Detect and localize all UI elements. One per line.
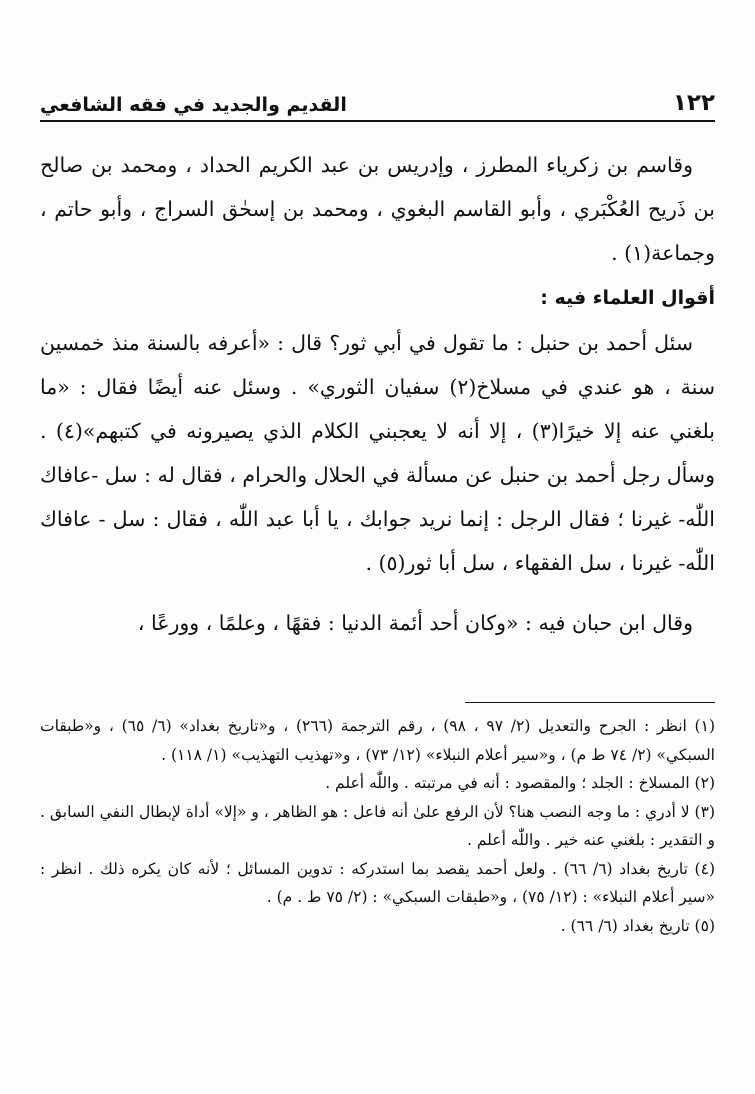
paragraph-ahmad-quotes: سئل أحمد بن حنبل : ما تقول في أبي ثور؟ قال : «أعرفه بالسنة منذ خمسين سنة ، هو عندي في مسلاخ(٢) سفيان الثوري» . وسئل عنه أيضًا فقال : «ما بلغني عنه إلا خيرًا(٣) ، إلا أنه لا يعجبني الكلام الذي يصيرونه في كتبهم»(٤) . وسأل رجل أحمد بن حنبل عن مسألة في الحلال والحرام ، فقال له : سل -عافاك اللّٰه- غيرنا ؛ فقال الرجل : إنما نريد جوابك ، يا أبا عبد اللّٰه ، فقال : سل - عافاك اللّٰه- غيرنا ، سل الفقهاء ، سل أبا ثور(٥) .: [40, 331, 716, 575]
paragraph-ibn-hibban: وقال ابن حبان فيه : «وكان أحد أئمة الدنيا : فقهًا ، وعلمًا ، وورعًا ،: [137, 611, 693, 635]
footnotes: [40, 712, 715, 940]
running-title: القديم والجديد في فقه الشافعي: [40, 94, 347, 116]
footnote-5: (٥) تاريخ بغداد (٦/ ٦٦) .: [560, 916, 715, 935]
footnote-2: (٢) المسلاخ : الجلد ؛ والمقصود : أنه في مرتبته . واللّٰه أعلم .: [325, 774, 715, 792]
footnote-1: (١) انظر : الجرح والتعديل (٢/ ٩٧ ، ٩٨) ، رقم الترجمة (٢٦٦) ، و«تاريخ بغداد» (٦/ ٦٥) ، و«طبقات السبكي» (٢/ ٧٤ ط م) ، و«سير أعلام النبلاء» (١٢/ ٧٣) ، و«تهذيب التهذيب» (١/ ١١٨) .: [40, 717, 715, 764]
section-heading: أقوال العلماء فيه :: [540, 287, 715, 309]
footnote-3: (٣) لا أدري : ما وجه النصب هنا؟ لأن الرفع علىٰ أنه فاعل : هو الظاهر ، و «إلا» أداة لإبطال النفي السابق . و التقدير : بلغني عنه خير . واللّٰه أعلم .: [40, 802, 715, 849]
page-number: ١٢٢: [672, 90, 715, 116]
header-rule: [40, 120, 715, 122]
paragraph-narrators: وقاسم بن زكرياء المطرز ، وإدريس بن عبد الكريم الحداد ، ومحمد بن صالح بن ذَريح العُكْبَري ، وأبو القاسم البغوي ، ومحمد بن إسحٰق السراج ، وأبو حاتم ، وجماعة(١) .: [40, 153, 715, 265]
footnote-4: (٤) تاريخ بغداد (٦/ ٦٦) . ولعل أحمد يقصد بما استدركه : تدوين المسائل ؛ لأنه كان يكره ذلك . انظر : «سير أعلام النبلاء» : (١٢/ ٧٥) ، و«طبقات السبكي» : (٢/ ٧٥ ط . م) .: [40, 859, 715, 906]
page-header: [40, 80, 715, 116]
footnote-separator: [465, 702, 715, 703]
main-text: [40, 143, 715, 645]
